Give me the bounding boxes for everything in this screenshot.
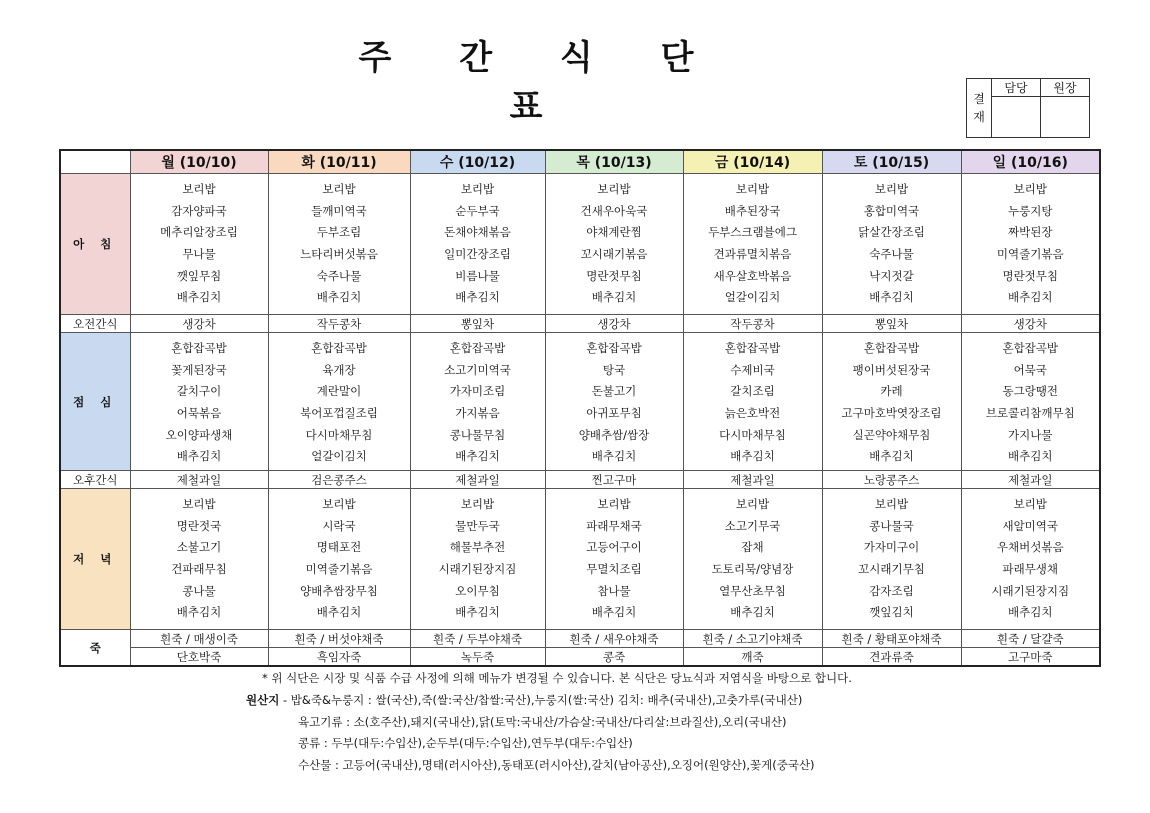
meal-cell <box>961 489 1100 630</box>
snack-item: 제철과일 <box>961 471 1100 489</box>
menu-item: 갈치조림 <box>730 384 775 399</box>
juk-item: 흰죽 / 매생이죽 <box>130 630 268 648</box>
origin-rice-kimchi: - 밥&죽&누룽지 : 쌀(국산),죽(쌀:국산/찹쌀:국산),누룽지(쌀:국산) 김치: 배추(국내산),고춧가루(국내산) <box>282 693 803 707</box>
juk-item: 녹두죽 <box>410 648 545 667</box>
meal-cell <box>130 333 268 471</box>
meal-row-dinner <box>60 489 1100 630</box>
origin-line-3: 콩류 : 두부(대두:수입산),순두부(대두:수입산),연두부(대두:수입산) <box>298 736 633 750</box>
menu-item: 가자미구이 <box>863 540 920 555</box>
menu-item: 보리밥 <box>874 182 909 196</box>
menu-item: 명란젓무침 <box>586 268 642 283</box>
menu-item: 소고기미역국 <box>444 362 511 377</box>
day-header-row <box>60 150 1100 174</box>
approval-sign-director <box>1041 97 1090 138</box>
menu-item: 배추김치 <box>176 605 222 620</box>
meal-cell <box>410 489 545 630</box>
snack-label-pm_snack: 오후간식 <box>60 471 130 489</box>
menu-item: 보리밥 <box>182 182 216 196</box>
meal-row-lunch <box>60 333 1100 471</box>
menu-item: 시래기된장지짐 <box>438 562 517 577</box>
menu-item: 깻잎김치 <box>869 605 914 620</box>
approval-head-director: 원장 <box>1041 79 1090 97</box>
juk-label: 죽 <box>60 630 130 667</box>
menu-item: 가지볶음 <box>455 406 500 421</box>
approval-side-label <box>967 79 992 138</box>
menu-item: 열무산초무침 <box>719 583 786 598</box>
menu-item: 홍합미역국 <box>863 203 920 218</box>
menu-item: 양배추쌈/쌈장 <box>578 427 650 442</box>
juk-item: 흰죽 / 달걀죽 <box>961 630 1100 648</box>
menu-item: 어묵볶음 <box>176 406 222 421</box>
menu-item: 돈채야채볶음 <box>444 225 511 240</box>
menu-item: 파래무생채 <box>1002 562 1059 577</box>
meal-label-breakfast: 아 침 <box>60 174 130 315</box>
juk-row-1 <box>60 630 1100 648</box>
snack-item: 찐고구마 <box>545 471 683 489</box>
menu-item: 혼합잡곡밥 <box>863 341 920 355</box>
menu-item: 배추된장국 <box>724 203 781 218</box>
menu-item: 콩나물무침 <box>449 427 506 442</box>
menu-item: 감자양파국 <box>171 203 227 218</box>
menu-item: 꽃게된장국 <box>171 362 227 377</box>
juk-item: 흰죽 / 황태포야채죽 <box>822 630 961 648</box>
juk-item: 단호박죽 <box>130 648 268 667</box>
menu-item: 돈불고기 <box>591 384 637 399</box>
menu-item: 꼬시래기볶음 <box>580 247 648 262</box>
day-header: 월 (10/10) <box>130 150 268 174</box>
menu-item: 물만두국 <box>455 518 500 533</box>
menu-item: 아귀포무침 <box>586 406 642 421</box>
menu-item: 배추김치 <box>730 449 775 464</box>
menu-item: 명태포전 <box>316 540 362 555</box>
meal-label-dinner: 저 녁 <box>60 489 130 630</box>
menu-item: 건파래무침 <box>171 562 227 577</box>
meal-cell <box>545 489 683 630</box>
meal-cell <box>683 489 822 630</box>
snack-row-pm_snack <box>60 471 1100 489</box>
meal-cell <box>268 174 410 315</box>
day-header: 토 (10/15) <box>822 150 961 174</box>
menu-item: 비름나물 <box>455 268 500 283</box>
menu-item: 보리밥 <box>597 497 631 511</box>
menu-item: 메추리알장조림 <box>160 225 238 240</box>
menu-item: 숙주나물 <box>316 268 362 283</box>
meal-cell <box>683 333 822 471</box>
weekly-menu-table <box>59 149 1101 667</box>
menu-item: 배추김치 <box>455 290 500 305</box>
menu-item: 새우살호박볶음 <box>713 268 792 283</box>
menu-item: 해물부추전 <box>449 540 506 555</box>
menu-item: 팽이버섯된장국 <box>852 362 931 377</box>
origin-line-4: 수산물 : 고등어(국내산),명태(러시아산),동태포(러시아산),갈치(남아공산),오징어(원양산),꽃게(중국산) <box>298 758 815 772</box>
menu-item: 배추김치 <box>455 605 500 620</box>
menu-item: 들깨미역국 <box>311 203 367 218</box>
menu-item: 실곤약야채무침 <box>852 427 931 442</box>
snack-label-am_snack: 오전간식 <box>60 315 130 333</box>
menu-item: 보리밥 <box>322 182 356 196</box>
menu-item: 육개장 <box>322 362 356 377</box>
menu-item: 무멸치조림 <box>586 562 642 577</box>
menu-item: 소고기무국 <box>724 518 781 533</box>
snack-item: 제철과일 <box>410 471 545 489</box>
snack-item: 작두콩차 <box>268 315 410 333</box>
corner-cell <box>60 150 130 174</box>
menu-item: 배추김치 <box>591 605 637 620</box>
menu-item: 무나물 <box>182 247 216 262</box>
menu-item: 깻잎무침 <box>176 268 222 283</box>
disclaimer-note: * 위 식단은 시장 및 식품 수급 사정에 의해 메뉴가 변경될 수 있습니다. 본 식단은 당뇨식과 저염식을 바탕으로 합니다. <box>262 671 852 685</box>
meal-cell <box>130 174 268 315</box>
menu-item: 혼합잡곡밥 <box>311 341 367 355</box>
meal-cell <box>268 489 410 630</box>
juk-row-2 <box>60 648 1100 667</box>
menu-item: 배추김치 <box>869 290 914 305</box>
page-title: 주 간 식 단 표 <box>358 38 722 127</box>
menu-item: 배추김치 <box>591 449 637 464</box>
menu-item: 브로콜리참깨무침 <box>985 406 1075 421</box>
meal-cell <box>410 333 545 471</box>
juk-item: 흰죽 / 버섯야채죽 <box>268 630 410 648</box>
menu-item: 누룽지탕 <box>1008 203 1053 218</box>
menu-item: 시래기된장지짐 <box>991 583 1070 598</box>
menu-item: 가자미조림 <box>449 384 506 399</box>
juk-item: 흑임자죽 <box>268 648 410 667</box>
menu-item: 짜박된장 <box>1008 225 1053 240</box>
meal-cell <box>268 333 410 471</box>
menu-item: 보리밥 <box>874 497 909 511</box>
meal-cell <box>410 174 545 315</box>
juk-item: 견과류죽 <box>822 648 961 667</box>
menu-item: 일미간장조림 <box>444 247 511 262</box>
menu-item: 수제비국 <box>730 362 775 377</box>
menu-item: 소불고기 <box>176 540 222 555</box>
snack-item: 검은콩주스 <box>268 471 410 489</box>
meal-cell <box>961 174 1100 315</box>
day-header: 금 (10/14) <box>683 150 822 174</box>
menu-item: 두부조림 <box>316 225 362 240</box>
origin-line-2: 육고기류 : 소(호주산),돼지(국내산),닭(토막:국내산/가슴살:국내산/다리살:브라질산),오리(국내산) <box>298 715 787 729</box>
menu-item: 보리밥 <box>735 497 770 511</box>
menu-item: 혼합잡곡밥 <box>449 341 506 355</box>
menu-item: 보리밥 <box>1013 182 1047 196</box>
meal-cell <box>822 174 961 315</box>
menu-item: 꼬시래기무침 <box>858 562 925 577</box>
menu-item: 콩나물국 <box>869 518 914 533</box>
menu-item: 참나물 <box>597 583 631 598</box>
menu-item: 배추김치 <box>1008 290 1053 305</box>
menu-item: 우채버섯볶음 <box>996 540 1064 555</box>
meal-cell <box>130 489 268 630</box>
menu-item: 시락국 <box>322 518 356 533</box>
menu-item: 가지나물 <box>1008 427 1053 442</box>
menu-item: 배추김치 <box>869 449 914 464</box>
juk-item: 흰죽 / 두부야채죽 <box>410 630 545 648</box>
menu-item: 명란젓무침 <box>1002 268 1059 283</box>
menu-item: 명란젓국 <box>176 518 222 533</box>
menu-item: 보리밥 <box>460 182 495 196</box>
meal-cell <box>822 489 961 630</box>
menu-item: 얼갈이김치 <box>724 290 781 305</box>
menu-item: 배추김치 <box>1008 605 1053 620</box>
menu-item: 동그랑땡전 <box>1002 384 1059 399</box>
meal-label-lunch: 점 심 <box>60 333 130 471</box>
snack-item: 노랑콩주스 <box>822 471 961 489</box>
menu-item: 낙지젓갈 <box>869 268 914 283</box>
menu-item: 다시마채무침 <box>305 427 373 442</box>
menu-item: 배추김치 <box>316 290 362 305</box>
day-header: 목 (10/13) <box>545 150 683 174</box>
origin-line-1 <box>246 692 802 708</box>
meal-cell <box>545 333 683 471</box>
menu-item: 갈치구이 <box>176 384 222 399</box>
menu-item: 잡채 <box>741 540 764 555</box>
menu-item: 야채계란찜 <box>586 225 642 240</box>
menu-item: 미역줄기볶음 <box>996 247 1064 262</box>
menu-item: 배추김치 <box>730 605 775 620</box>
snack-item: 생강차 <box>545 315 683 333</box>
menu-item: 견과류멸치볶음 <box>713 247 792 262</box>
menu-item: 얼갈이김치 <box>311 449 367 464</box>
juk-item: 고구마죽 <box>961 648 1100 667</box>
meal-cell <box>961 333 1100 471</box>
snack-item: 제철과일 <box>683 471 822 489</box>
meal-cell <box>683 174 822 315</box>
menu-item: 탕국 <box>602 362 626 377</box>
approval-box <box>966 78 1090 138</box>
menu-item: 혼합잡곡밥 <box>1002 341 1059 355</box>
menu-item: 콩나물 <box>182 583 216 598</box>
menu-item: 북어포껍질조림 <box>300 406 378 421</box>
menu-item: 숙주나물 <box>869 247 914 262</box>
menu-item: 도토리묵/양념장 <box>711 562 794 577</box>
snack-item: 뽕잎차 <box>410 315 545 333</box>
snack-item: 작두콩차 <box>683 315 822 333</box>
menu-item: 닭살간장조림 <box>858 225 925 240</box>
juk-item: 깨죽 <box>683 648 822 667</box>
juk-item: 콩죽 <box>545 648 683 667</box>
juk-item: 흰죽 / 소고기야채죽 <box>683 630 822 648</box>
snack-item: 뽕잎차 <box>822 315 961 333</box>
menu-item: 순두부국 <box>455 203 500 218</box>
day-header: 수 (10/12) <box>410 150 545 174</box>
menu-item: 배추김치 <box>1008 449 1053 464</box>
menu-item: 미역줄기볶음 <box>305 562 373 577</box>
menu-item: 어묵국 <box>1013 362 1047 377</box>
menu-item: 카레 <box>880 384 903 399</box>
menu-item: 혼합잡곡밥 <box>171 341 227 355</box>
menu-item: 보리밥 <box>182 497 216 511</box>
menu-item: 새알미역국 <box>1002 518 1059 533</box>
snack-item: 제철과일 <box>130 471 268 489</box>
snack-item: 생강차 <box>130 315 268 333</box>
menu-item: 느타리버섯볶음 <box>300 247 378 262</box>
menu-item: 건새우아욱국 <box>580 203 648 218</box>
meal-cell <box>822 333 961 471</box>
menu-item: 보리밥 <box>597 182 631 196</box>
origin-label: 원산지 <box>246 693 280 707</box>
day-header: 화 (10/11) <box>268 150 410 174</box>
menu-item: 배추김치 <box>176 290 222 305</box>
menu-item: 보리밥 <box>322 497 356 511</box>
menu-item: 배추김치 <box>591 290 637 305</box>
menu-item: 두부스크램블에그 <box>708 225 797 240</box>
menu-item: 고구마호박엿장조림 <box>841 406 942 421</box>
approval-side-2: 재 <box>973 110 985 124</box>
menu-item: 보리밥 <box>1013 497 1047 511</box>
menu-item: 늙은호박전 <box>724 406 781 421</box>
menu-item: 파래무채국 <box>586 518 642 533</box>
day-header: 일 (10/16) <box>961 150 1100 174</box>
menu-item: 고등어구이 <box>586 540 642 555</box>
snack-item: 생강차 <box>961 315 1100 333</box>
approval-head-manager: 담당 <box>992 79 1041 97</box>
menu-item: 배추김치 <box>455 449 500 464</box>
snack-row-am_snack <box>60 315 1100 333</box>
meal-row-breakfast <box>60 174 1100 315</box>
meal-cell <box>545 174 683 315</box>
menu-item: 감자조림 <box>869 583 914 598</box>
menu-item: 오이양파생채 <box>165 427 233 442</box>
menu-item: 계란말이 <box>316 384 362 399</box>
menu-item: 다시마채무침 <box>719 427 786 442</box>
menu-item: 보리밥 <box>735 182 770 196</box>
menu-item: 혼합잡곡밥 <box>724 341 781 355</box>
menu-item: 오이무침 <box>455 583 500 598</box>
menu-item: 혼합잡곡밥 <box>586 341 642 355</box>
juk-item: 흰죽 / 새우야채죽 <box>545 630 683 648</box>
approval-side-1: 결 <box>973 92 985 106</box>
menu-item: 보리밥 <box>460 497 495 511</box>
menu-item: 배추김치 <box>316 605 362 620</box>
approval-sign-manager <box>992 97 1041 138</box>
menu-item: 양배추쌈장무침 <box>300 583 378 598</box>
menu-item: 배추김치 <box>176 449 222 464</box>
